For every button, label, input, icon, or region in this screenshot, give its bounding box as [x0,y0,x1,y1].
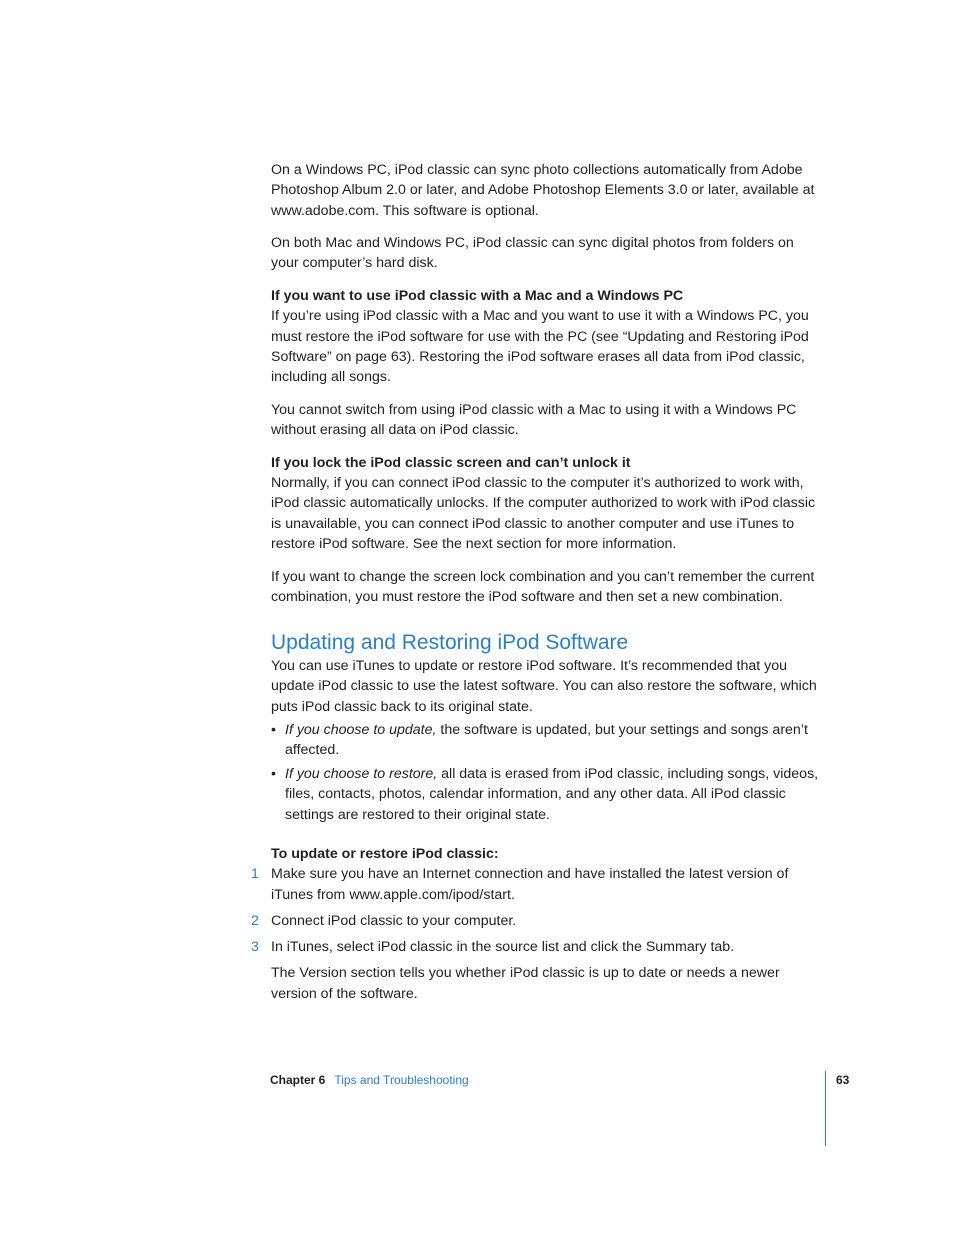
footer-chapter-title: Tips and Troubleshooting [334,1073,469,1087]
page-body [251,160,823,1004]
bullet-mark: • [271,766,276,783]
bullet-item-restore [271,764,823,825]
bullet-text: all data is erased from iPod classic, including songs, videos, files, contacts, photos, calendar information, and any other data. All iPod classic settings are restored to their original state. [285,766,819,823]
step-text: In iTunes, select iPod classic in the source list and click the Summary tab. [271,939,735,956]
step-text: Make sure you have an Internet connection and have installed the latest version of iTunes from www.apple.com/ipod/start. [271,866,789,903]
subheading-mac-windows: If you want to use iPod classic with a Mac and a Windows PC [271,288,684,305]
footer-divider [825,1071,826,1146]
step-item [251,911,823,931]
bullet-emphasis: If you choose to restore, [285,766,438,783]
page-number: 63 [836,1073,850,1087]
subheading-screen-lock: If you lock the iPod classic screen and can’t unlock it [271,454,631,471]
step-number: 1 [251,866,259,883]
screen-lock-paragraph-1: Normally, if you can connect iPod classic to the computer it’s authorized to work with, iPod classic automatically unlocks. If the computer authorized to work with iPod classic is unavailable, you can connect iPod classic to another computer and use iTunes to restore iPod software. See the next section for more information. [271,475,816,552]
intro-paragraph-1: On a Windows PC, iPod classic can sync photo collections automatically from Adobe Photoshop Album 2.0 or later, and Adobe Photoshop Elements 3.0 or later, available at www.adobe.com. This software is optional. [271,162,815,219]
mac-windows-paragraph-1: If you’re using iPod classic with a Mac and you want to use it with a Windows PC, you must restore the iPod software for use with the PC (see “Updating and Restoring iPod Software” on page 63). Restoring the iPod software erases all data from iPod classic, including all songs. [271,308,809,386]
footer-chapter: Chapter 6 [270,1073,326,1087]
section-title: Updating and Restoring iPod Software [271,631,629,655]
step-number: 2 [251,912,259,929]
step-text: Connect iPod classic to your computer. [271,912,517,929]
bullet-item-update [271,720,823,761]
task-heading: To update or restore iPod classic: [271,846,499,862]
screen-lock-paragraph-2: If you want to change the screen lock combination and you can’t remember the current combination, you must restore the iPod software and then set a new combination. [271,568,815,605]
mac-windows-paragraph-2: You cannot switch from using iPod classic with a Mac to using it with a Windows PC without erasing all data on iPod classic. [271,401,797,439]
bullet-text: the software is updated, but your settings and songs aren’t affected. [285,722,808,759]
intro-paragraph-2: On both Mac and Windows PC, iPod classic can sync digital photos from folders on your computer’s hard disk. [271,235,794,272]
bullet-list [271,720,823,825]
bullet-mark: • [271,722,276,739]
after-steps-paragraph: The Version section tells you whether iPod classic is up to date or needs a newer version of the software. [271,965,780,1002]
section-intro: You can use iTunes to update or restore iPod software. It’s recommended that you update iPod classic to use the latest software. You can also restore the software, which puts iPod classic back to its original state. [271,658,817,715]
steps-list [251,864,823,957]
page-footer [270,1071,469,1089]
bullet-emphasis: If you choose to update, [285,722,437,739]
step-item [251,864,823,905]
step-number: 3 [251,939,259,956]
step-item [251,937,823,957]
